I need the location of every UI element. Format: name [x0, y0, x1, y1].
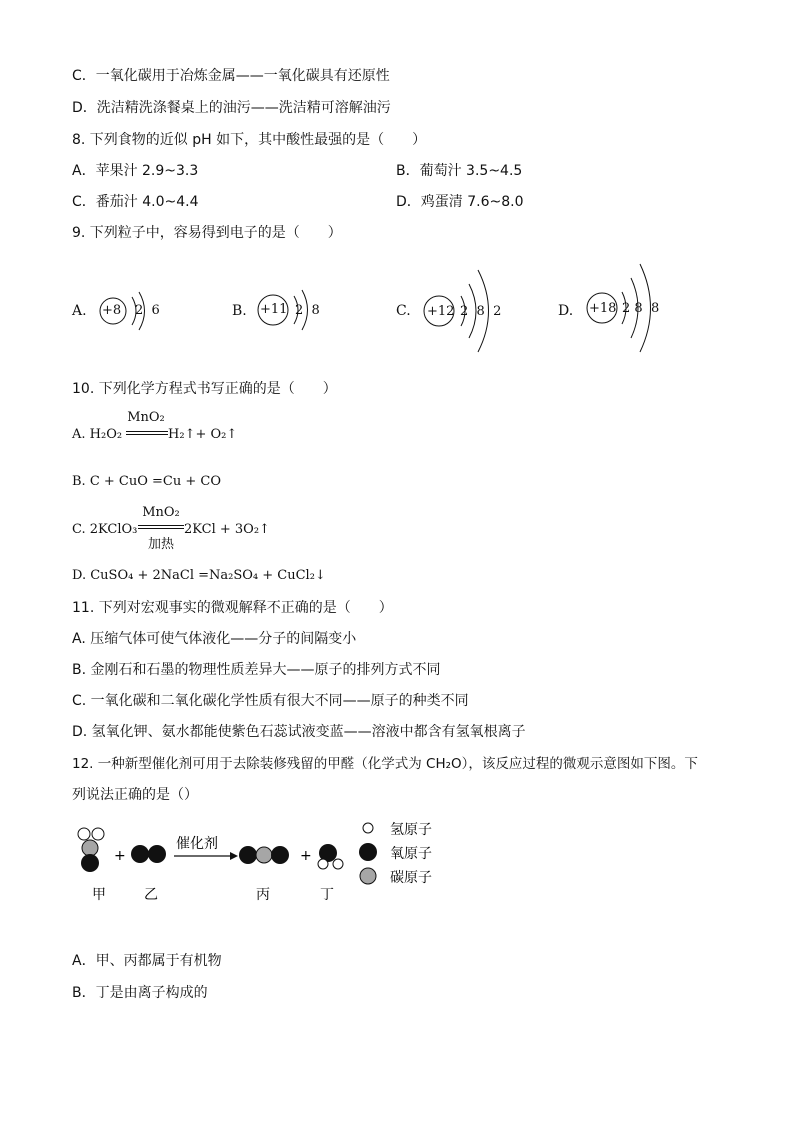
atom-d-nucleus: +18: [589, 301, 617, 316]
q11-stem: 11. 下列对宏观事实的微观解释不正确的是（ ）: [72, 600, 393, 616]
atom-a-nucleus: +8: [102, 303, 122, 318]
eq-a-bar-bottom: [126, 434, 168, 435]
eq-c-bar-top: [138, 525, 184, 526]
atom-c-nucleus: +12: [427, 304, 455, 319]
q8-option-c: C．番茄汁 4.0~4.4: [72, 194, 199, 210]
molecule-ding: [318, 844, 343, 869]
legend-hydrogen: 氢原子: [390, 822, 432, 838]
q8-option-a: A．苹果汁 2.9~3.3: [72, 163, 199, 179]
eq-c-condition-bottom: 加热: [147, 537, 174, 552]
catalyst-label: 催化剂: [176, 836, 218, 852]
q8-option-b: B．葡萄汁 3.5~4.5: [396, 163, 523, 179]
q12-option-a: A．甲、丙都属于有机物: [72, 953, 222, 969]
molecule-jia: [78, 828, 104, 872]
q10-stem: 10. 下列化学方程式书写正确的是（ ）: [72, 381, 337, 397]
eq-c-bar-bottom: [138, 528, 184, 529]
eq-a-bar-top: [126, 431, 168, 432]
eq-a-product: H₂↑+ O₂↑: [168, 427, 238, 442]
eq-b: B. C + CuO =Cu + CO: [72, 474, 222, 489]
q12-stem-line1: 12. 一种新型催化剂可用于去除装修残留的甲醛（化学式为 CH₂O），该反应过程的微观示意图如下图。下: [72, 756, 698, 772]
label-ding: 丁: [320, 887, 334, 903]
eq-d: D. CuSO₄ + 2NaCl =Na₂SO₄ + CuCl₂↓: [72, 568, 326, 583]
q7-option-d: D．洗洁精洗涤餐桌上的油污——洗洁精可溶解油污: [72, 100, 391, 116]
q7-option-c: C．一氧化碳用于冶炼金属——一氧化碳具有还原性: [72, 68, 390, 84]
molecule-yi: [131, 845, 166, 863]
label-bing: 丙: [256, 887, 270, 903]
q11-option-b: B. 金刚石和石墨的物理性质差异大——原子的排列方式不同: [72, 662, 441, 678]
molecule-bing: [239, 846, 289, 864]
atom-legend: [356, 818, 476, 890]
legend-carbon: 碳原子: [390, 870, 432, 886]
atom-d-shells: 2 8 8: [622, 301, 660, 316]
label-yi: 乙: [144, 887, 158, 903]
plus-sign-1: +: [114, 848, 126, 864]
atom-b-nucleus: +11: [260, 302, 288, 317]
eq-c-condition-top: MnO₂: [142, 505, 180, 520]
label-jia: 甲: [92, 887, 106, 903]
q9-option-a-label: A.: [72, 303, 87, 319]
q12-option-b: B．丁是由离子构成的: [72, 985, 208, 1001]
q9-stem: 9. 下列粒子中，容易得到电子的是（ ）: [72, 225, 342, 241]
eq-c-reactant: C. 2KClO₃: [72, 522, 138, 537]
q11-option-d: D. 氢氧化钾、氨水都能使紫色石蕊试液变蓝——溶液中都含有氢氧根离子: [72, 724, 526, 740]
atom-a-shells: 2 6: [135, 303, 160, 318]
legend-oxygen: 氧原子: [390, 846, 432, 862]
q9-option-b-label: B.: [232, 303, 247, 319]
q11-option-a: A. 压缩气体可使气体液化——分子的间隔变小: [72, 631, 357, 647]
q11-option-c: C. 一氧化碳和二氧化碳化学性质有很大不同——原子的种类不同: [72, 693, 469, 709]
eq-a-condition: MnO₂: [127, 410, 165, 425]
q9-option-c-label: C.: [396, 303, 411, 319]
eq-a-reactant: A. H₂O₂: [72, 427, 123, 442]
eq-c-product: 2KCl + 3O₂↑: [184, 522, 270, 537]
q12-stem-line2: 列说法正确的是（）: [72, 787, 198, 803]
atom-b-shells: 2 8: [295, 303, 320, 318]
q9-option-d-label: D.: [558, 303, 574, 319]
q8-stem: 8. 下列食物的近似 pH 如下，其中酸性最强的是（ ）: [72, 132, 427, 148]
q8-option-d: D．鸡蛋清 7.6~8.0: [396, 194, 524, 210]
atom-c-shells: 2 8 2: [460, 304, 502, 319]
plus-sign-2: +: [300, 848, 312, 864]
